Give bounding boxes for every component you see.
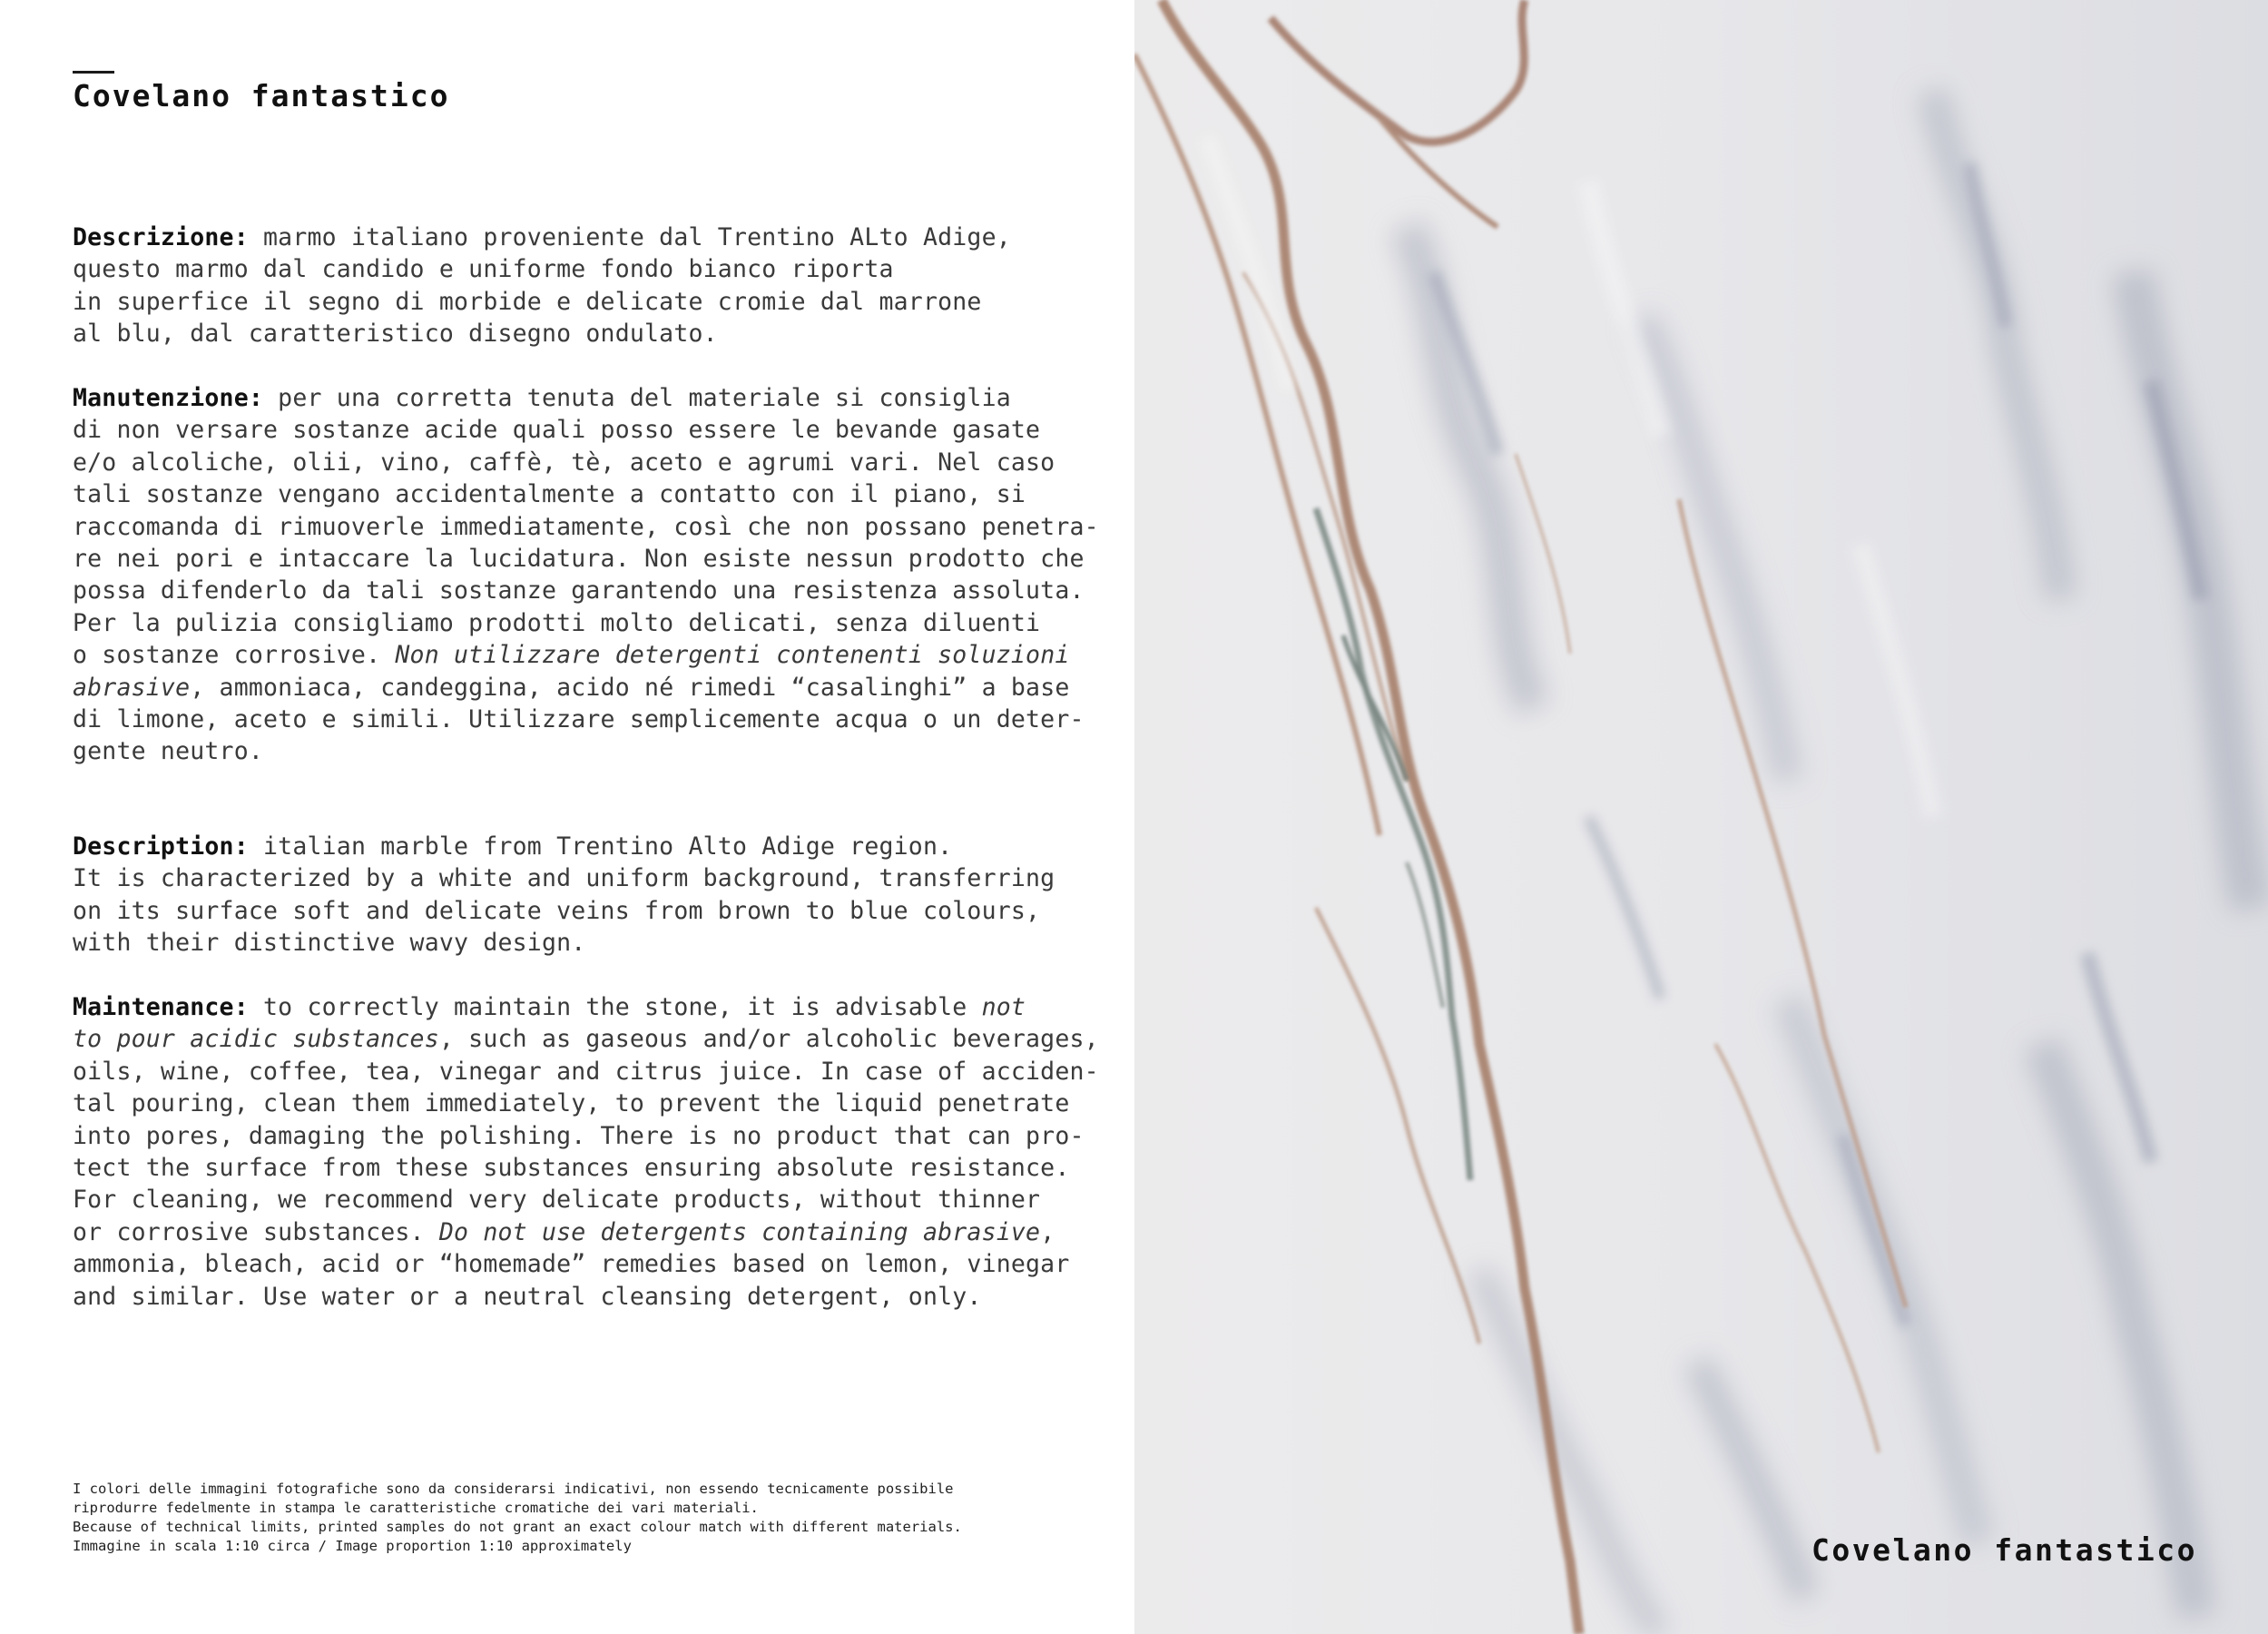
text-line: possa difenderlo da tali sostanze garantendo una resistenza assoluta. <box>73 576 1085 605</box>
marble-sample-image <box>1134 0 2268 1634</box>
text-fragment: or corrosive substances. <box>73 1217 439 1246</box>
text-line: and similar. Use water or a neutral cleansing detergent, only. <box>73 1282 982 1311</box>
maintenance-english <box>73 991 1099 1313</box>
text-line: e/o alcoliche, olii, vino, caffè, tè, aceto e agrumi vari. Nel caso <box>73 448 1055 477</box>
description-label: Description: <box>73 832 249 861</box>
description-label: Descrizione: <box>73 223 249 251</box>
marble-texture <box>1134 0 2268 1634</box>
italic-fragment: to pour acidic substances <box>73 1025 439 1054</box>
text-fragment: , ammoniaca, candeggina, acido né rimedi “casalinghi” a base <box>190 673 1070 702</box>
text-line: It is characterized by a white and uniform background, transferring <box>73 864 1055 893</box>
text-line: gente neutro. <box>73 737 264 766</box>
description-italian <box>73 221 1089 350</box>
italic-fragment: Do not use detergents containing abrasive <box>438 1217 1041 1246</box>
disclaimer-line: I colori delle immagini fotografiche sono da considerarsi indicativi, non essendo tecnicamente possibile <box>73 1481 954 1497</box>
text-fragment: to correctly maintain the stone, it is advisable <box>248 993 982 1021</box>
maintenance-italian <box>73 382 1099 768</box>
italic-fragment: Non utilizzare detergenti contenenti soluzioni <box>395 641 1070 670</box>
text-line: on its surface soft and delicate veins from brown to blue colours, <box>73 896 1041 925</box>
italic-fragment: not <box>981 993 1026 1021</box>
text-line: into pores, damaging the polishing. There is no product that can pro- <box>73 1121 1085 1150</box>
italic-fragment: abrasive <box>73 673 191 702</box>
text-line: Per la pulizia consigliamo prodotti molto delicati, senza diluenti <box>73 608 1041 637</box>
text-line: tali sostanze vengano accidentalmente a contatto con il piano, si <box>73 480 1026 509</box>
text-fragment: o sostanze corrosive. <box>73 641 396 670</box>
description-english <box>73 831 1089 960</box>
text-line: tal pouring, clean them immediately, to prevent the liquid penetrate <box>73 1089 1070 1118</box>
title-rule <box>73 71 114 74</box>
text-line: with their distinctive wavy design. <box>73 929 586 958</box>
disclaimer-line: Immagine in scala 1:10 circa / Image proportion 1:10 approximately <box>73 1538 632 1554</box>
text-line: tect the surface from these substances ensuring absolute resistance. <box>73 1154 1070 1183</box>
text-line: ammonia, bleach, acid or “homemade” remedies based on lemon, vinegar <box>73 1250 1070 1279</box>
text-line: marmo italiano proveniente dal Trentino ALto Adige, <box>248 223 1011 251</box>
text-line: di non versare sostanze acide quali posso essere le bevande gasate <box>73 416 1041 445</box>
disclaimer-line: Because of technical limits, printed samples do not grant an exact colour match with different materials. <box>73 1519 962 1535</box>
text-line: di limone, aceto e simili. Utilizzare semplicemente acqua o un deter- <box>73 705 1085 734</box>
disclaimer-line: riprodurre fedelmente in stampa le caratteristiche cromatiche dei vari materiali. <box>73 1500 759 1516</box>
text-line: in superfice il segno di morbide e delicate cromie dal marrone <box>73 287 982 316</box>
maintenance-label: Manutenzione: <box>73 384 264 412</box>
text-line: re nei pori e intaccare la lucidatura. Non esiste nessun prodotto che <box>73 545 1085 574</box>
text-fragment: , <box>1040 1217 1055 1246</box>
text-line: For cleaning, we recommend very delicate products, without thinner <box>73 1186 1041 1215</box>
text-fragment: , such as gaseous and/or alcoholic beverages, <box>438 1025 1099 1054</box>
color-disclaimer <box>73 1480 1089 1556</box>
text-line: italian marble from Trentino Alto Adige region. <box>248 832 953 861</box>
text-line: raccomanda di rimuoverle immediatamente, così che non possano penetra- <box>73 512 1099 541</box>
text-line: per una corretta tenuta del materiale si consiglia <box>263 384 1011 412</box>
text-line: oils, wine, coffee, tea, vinegar and citrus juice. In case of acciden- <box>73 1057 1099 1086</box>
page-title: Covelano fantastico <box>73 78 450 113</box>
image-caption: Covelano fantastico <box>1811 1532 2197 1568</box>
text-line: questo marmo dal candido e uniforme fondo bianco riporta <box>73 255 894 284</box>
maintenance-label: Maintenance: <box>73 993 249 1021</box>
text-line: al blu, dal caratteristico disegno ondulato. <box>73 320 718 349</box>
